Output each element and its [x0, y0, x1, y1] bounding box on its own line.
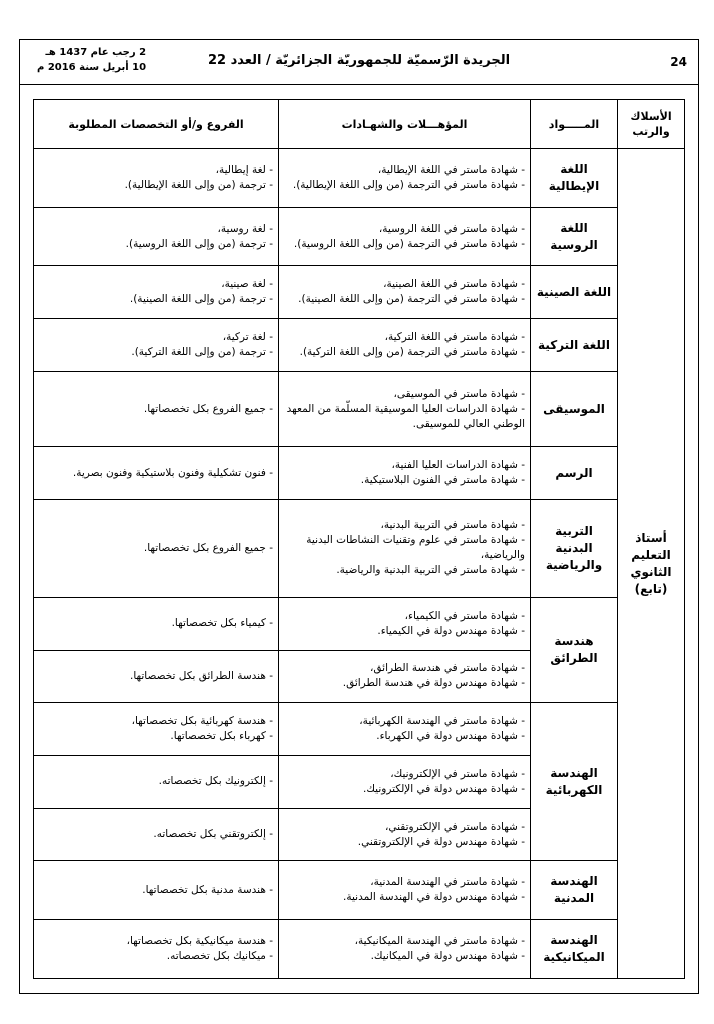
table-row — [34, 447, 685, 500]
qualification-item: - شهادة ماستر في اللغة الروسية، — [378, 222, 525, 235]
qualification-item: - شهادة ماستر في الترجمة (من وإلى اللغة التركية). — [299, 346, 525, 359]
subject-cell: الهندسة الكهربائية — [531, 703, 618, 861]
table-row — [34, 207, 685, 266]
subject-cell: اللغة الصينية — [531, 266, 618, 319]
branches-cell — [34, 861, 279, 920]
branch-item: - ترجمة (من وإلى اللغة التركية). — [131, 346, 273, 359]
qualifications-cell — [279, 371, 531, 446]
subject-cell: الهندسة الميكانيكية — [531, 920, 618, 979]
qualification-item: - شهادة مهندس دولة في هندسة الطرائق. — [342, 677, 525, 690]
qualifications-cell — [279, 207, 531, 266]
branch-item: - لغة إيطالية، — [215, 163, 273, 176]
qualification-item: - شهادة ماستر في هندسة الطرائق، — [370, 662, 525, 675]
qualification-item: - شهادة ماستر في الهندسة الكهربائية، — [359, 715, 525, 728]
table-row — [34, 371, 685, 446]
branch-item: - هندسة مدنية بكل تخصصاتها. — [142, 883, 273, 896]
qualifications-cell — [279, 756, 531, 809]
header-rank: الأسلاك والرتب — [618, 100, 685, 149]
qualification-item: - شهادة ماستر في الكيمياء، — [404, 609, 525, 622]
branch-item: - إلكترونيك بكل تخصصاته. — [158, 775, 273, 788]
table-row — [34, 149, 685, 208]
qualification-item: - شهادة ماستر في اللغة الإيطالية، — [377, 163, 525, 176]
branch-item: - ترجمة (من وإلى اللغة الروسية). — [125, 237, 273, 250]
branches-cell — [34, 371, 279, 446]
qualification-item: - شهادة ماستر في الترجمة (من وإلى اللغة الصينية). — [298, 293, 525, 306]
qualifications-table — [33, 99, 685, 979]
qualification-item: - شهادة ماستر في الموسيقى، — [393, 387, 525, 400]
table-row — [34, 703, 685, 756]
date-hijri: 2 رجب عام 1437 هـ — [45, 47, 147, 58]
table-row — [34, 266, 685, 319]
branch-item: - كيمياء بكل تخصصاتها. — [171, 617, 273, 630]
branch-item: - فنون تشكيلية وفنون بلاستيكية وفنون بصرية. — [72, 466, 273, 479]
qualifications-cell — [279, 319, 531, 372]
branch-item: - ميكانيك بكل تخصصاته. — [166, 950, 273, 963]
rank-cell: أستاذ التعليم الثانوي (تابع) — [618, 149, 685, 979]
qualifications-cell — [279, 597, 531, 650]
branches-cell — [34, 703, 279, 756]
qualification-item: - شهادة ماستر في علوم وتقنيات النشاطات البدنية والرياضية، — [306, 534, 525, 562]
qualification-item: - شهادة ماستر في التربية البدنية، — [380, 519, 525, 532]
qualification-item: - شهادة مهندس دولة في الهندسة المدنية. — [343, 891, 525, 904]
subject-cell: اللغة الروسية — [531, 207, 618, 266]
branches-cell — [34, 447, 279, 500]
qualification-item: - شهادة ماستر في الإلكتروتقني، — [385, 820, 525, 833]
qualifications-cell — [279, 499, 531, 597]
table-row — [34, 499, 685, 597]
qualification-item: - شهادة ماستر في الترجمة (من وإلى اللغة الروسية). — [293, 237, 525, 250]
page-header — [19, 39, 699, 85]
branches-cell — [34, 149, 279, 208]
subject-cell: اللغة التركية — [531, 319, 618, 372]
table-header-row — [34, 100, 685, 149]
branch-item: - هندسة الطرائق بكل تخصصاتها. — [130, 669, 273, 682]
header-subject: المـــــواد — [531, 100, 618, 149]
journal-title: الجريدة الرّسميّة للجمهوريّة الجزائريّة / العدد 22 — [207, 53, 511, 68]
branch-item: - جميع الفروع بكل تخصصاتها. — [143, 541, 273, 554]
qualification-item: - شهادة ماستر في الفنون البلاستيكية. — [360, 474, 525, 487]
qualifications-cell — [279, 149, 531, 208]
branches-cell — [34, 499, 279, 597]
issue-date — [37, 45, 146, 75]
branches-cell — [34, 808, 279, 861]
table-row — [34, 861, 685, 920]
qualification-item: - شهادة ماستر في الترجمة (من وإلى اللغة الإيطالية). — [292, 178, 525, 191]
qualifications-cell — [279, 650, 531, 703]
qualification-item: - شهادة الدراسات العليا الفنية، — [391, 459, 525, 472]
table-row — [34, 597, 685, 650]
subject-cell: الموسيقى — [531, 371, 618, 446]
branch-item: - لغة روسية، — [217, 222, 273, 235]
qualification-item: - شهادة ماستر في اللغة التركية، — [384, 331, 525, 344]
subject-cell: هندسة الطرائق — [531, 597, 618, 702]
branch-item: - جميع الفروع بكل تخصصاتها. — [143, 402, 273, 415]
qualification-item: - شهادة الدراسات العليا الموسيقية المسلّمة من المعهد الوطني العالي للموسيقى. — [286, 402, 525, 430]
table-row — [34, 920, 685, 979]
branches-cell — [34, 597, 279, 650]
qualification-item: - شهادة مهندس دولة في الإلكتروتقني. — [357, 835, 525, 848]
table-row — [34, 319, 685, 372]
qualification-item: - شهادة مهندس دولة في الميكانيك. — [370, 950, 525, 963]
branch-item: - لغة صينية، — [221, 278, 273, 291]
branches-cell — [34, 920, 279, 979]
branches-cell — [34, 756, 279, 809]
date-gregorian: 10 أبريل سنة 2016 م — [37, 62, 147, 73]
qualification-item: - شهادة ماستر في الهندسة الميكانيكية، — [354, 935, 525, 948]
qualification-item: - شهادة مهندس دولة في الكهرباء. — [376, 730, 525, 743]
branch-item: - ترجمة (من وإلى اللغة الإيطالية). — [124, 178, 273, 191]
header-qualifications: المؤهـــلات والشهـادات — [279, 100, 531, 149]
qualifications-cell — [279, 703, 531, 756]
branch-item: - لغة تركية، — [222, 331, 273, 344]
branch-item: - هندسة ميكانيكية بكل تخصصاتها، — [126, 935, 273, 948]
qualifications-cell — [279, 861, 531, 920]
subject-cell: اللغة الإيطالية — [531, 149, 618, 208]
subject-cell: الهندسة المدنية — [531, 861, 618, 920]
qualifications-cell — [279, 808, 531, 861]
header-branches: الفروع و/أو التخصصات المطلوبة — [34, 100, 279, 149]
qualification-item: - شهادة مهندس دولة في الإلكترونيك. — [362, 782, 525, 795]
subject-cell: الرسم — [531, 447, 618, 500]
qualification-item: - شهادة مهندس دولة في الكيمياء. — [377, 624, 525, 637]
branches-cell — [34, 319, 279, 372]
qualification-item: - شهادة ماستر في الإلكترونيك، — [390, 767, 525, 780]
branches-cell — [34, 207, 279, 266]
page-number: 24 — [670, 55, 687, 69]
qualifications-cell — [279, 920, 531, 979]
qualification-item: - شهادة ماستر في الهندسة المدنية، — [370, 876, 525, 889]
qualifications-cell — [279, 266, 531, 319]
branch-item: - إلكتروتقني بكل تخصصاته. — [153, 828, 273, 841]
subject-cell: التربية البدنية والرياضية — [531, 499, 618, 597]
qualification-item: - شهادة ماستر في اللغة الصينية، — [383, 278, 525, 291]
branch-item: - هندسة كهربائية بكل تخصصاتها، — [131, 715, 273, 728]
qualification-item: - شهادة ماستر في التربية البدنية والرياضية. — [336, 564, 525, 577]
branches-cell — [34, 650, 279, 703]
branches-cell — [34, 266, 279, 319]
branch-item: - ترجمة (من وإلى اللغة الصينية). — [129, 293, 273, 306]
branch-item: - كهرباء بكل تخصصاتها. — [170, 730, 273, 743]
qualifications-cell — [279, 447, 531, 500]
